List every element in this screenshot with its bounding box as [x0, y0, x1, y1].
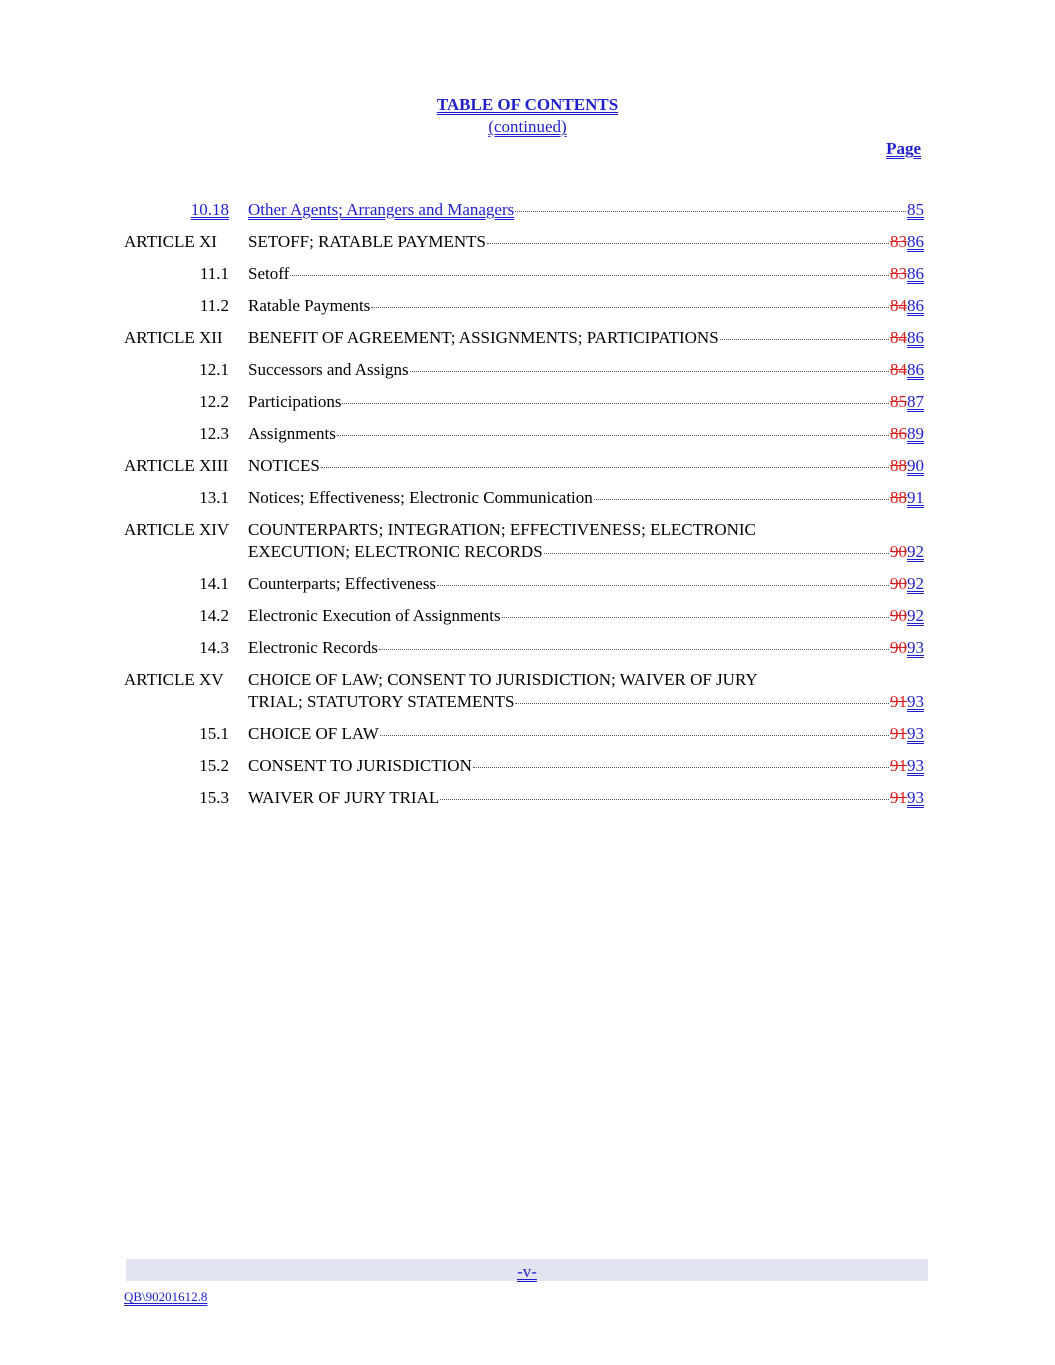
page-number-deleted: 90: [890, 638, 907, 657]
dot-leader: [594, 499, 889, 500]
toc-entry-number: 12.2: [199, 392, 229, 411]
toc-entry-number: 15.3: [199, 788, 229, 807]
page-number-deleted: 86: [890, 424, 907, 443]
toc-entry-page: [890, 327, 924, 349]
page-number-inserted: 93: [907, 692, 924, 711]
toc-entry-text: Other Agents; Arrangers and Managers: [248, 200, 515, 219]
toc-entry[interactable]: [0, 722, 1055, 746]
page-number-inserted: 86: [907, 328, 924, 347]
toc-entry-number: 14.1: [199, 574, 229, 593]
dot-leader: [544, 553, 889, 554]
dot-leader: [515, 211, 906, 212]
toc-entry-heading: [248, 669, 924, 713]
toc-entry-number: 14.3: [199, 638, 229, 657]
toc-entry[interactable]: [0, 326, 1055, 350]
toc-entry-text: COUNTERPARTS; INTEGRATION; EFFECTIVENESS; ELECTRONIC: [248, 520, 756, 539]
toc-entry-page: [890, 423, 924, 445]
toc-entry-heading: [248, 455, 924, 477]
toc-entry-number: ARTICLE XV: [124, 670, 224, 689]
toc-entry-page: [890, 787, 924, 809]
toc-entry[interactable]: [0, 390, 1055, 414]
page-number-deleted: 90: [890, 574, 907, 593]
page-number-inserted: 92: [907, 574, 924, 593]
page-number-deleted: 84: [890, 360, 907, 379]
toc-entry-heading: [248, 231, 924, 253]
page-number-inserted: 92: [907, 606, 924, 625]
toc-entry-page: [890, 541, 924, 563]
toc-entry[interactable]: [0, 572, 1055, 596]
toc-entry[interactable]: [0, 636, 1055, 660]
toc-entry-heading: [248, 573, 924, 595]
toc-entry-text: Electronic Records: [248, 638, 378, 657]
toc-entry-heading: [248, 263, 924, 285]
toc-entry-number: 13.1: [199, 488, 229, 507]
toc-entry-number: 15.2: [199, 756, 229, 775]
toc-entry-heading: [248, 755, 924, 777]
toc-entry[interactable]: [0, 198, 1055, 222]
toc-entry[interactable]: [0, 294, 1055, 318]
page-number-inserted: 92: [907, 542, 924, 561]
dot-leader: [440, 799, 889, 800]
toc-entry-page: [890, 573, 924, 595]
page-number-inserted: 91: [907, 488, 924, 507]
toc-title: TABLE OF CONTENTS: [436, 95, 619, 114]
toc-entry-page: [890, 487, 924, 509]
toc-entry-text: BENEFIT OF AGREEMENT; ASSIGNMENTS; PARTICIPATIONS: [248, 328, 719, 347]
toc-entry[interactable]: [0, 754, 1055, 778]
document-id: QB\90201612.8: [124, 1289, 208, 1304]
toc-entry-heading: [248, 359, 924, 381]
dot-leader: [502, 617, 889, 618]
toc-entry-number: 12.3: [199, 424, 229, 443]
dot-leader: [380, 735, 889, 736]
toc-subtitle: [0, 117, 1055, 137]
page-number-inserted: 93: [907, 724, 924, 743]
toc-entry-heading: [248, 391, 924, 413]
toc-entry-text: WAIVER OF JURY TRIAL: [248, 788, 440, 807]
page-number-inserted: 93: [907, 788, 924, 807]
toc-entry-heading: [248, 327, 924, 349]
page-number-inserted: 90: [907, 456, 924, 475]
page-number-deleted: 91: [890, 756, 907, 775]
toc-entry-text: Setoff: [248, 264, 290, 283]
toc-entry-heading: [248, 723, 924, 745]
page-number-deleted: 90: [890, 606, 907, 625]
page-number-deleted: 85: [890, 392, 907, 411]
toc-entry-page: [890, 637, 924, 659]
toc-entry-heading: [248, 519, 924, 563]
toc-entry-page: [890, 359, 924, 381]
toc-entry-number: ARTICLE XII: [124, 328, 223, 347]
toc-entry-heading: [248, 605, 924, 627]
page-number-inserted: 93: [907, 638, 924, 657]
toc-entry-number: 11.1: [199, 264, 229, 283]
toc-entry[interactable]: [0, 604, 1055, 628]
dot-leader: [337, 435, 889, 436]
toc-entry-heading: [248, 295, 924, 317]
toc-entry-text: Successors and Assigns: [248, 360, 409, 379]
page-number-inserted: 85: [907, 200, 924, 219]
toc-entry-number: 10.18: [190, 200, 229, 219]
toc-entry-text: CONSENT TO JURISDICTION: [248, 756, 472, 775]
toc-entry-heading: [248, 637, 924, 659]
toc-entry-text: TRIAL; STATUTORY STATEMENTS: [248, 692, 515, 711]
page-number-deleted: 88: [890, 456, 907, 475]
page-number-deleted: 91: [890, 724, 907, 743]
toc-entry-page: [890, 295, 924, 317]
page-number-deleted: 84: [890, 328, 907, 347]
toc-entry-page: [890, 263, 924, 285]
toc-entry-text: Participations: [248, 392, 342, 411]
toc-entry[interactable]: [0, 262, 1055, 286]
dot-leader: [290, 275, 889, 276]
toc-entry-page: [890, 755, 924, 777]
toc-entry[interactable]: [0, 422, 1055, 446]
toc-entry-text: EXECUTION; ELECTRONIC RECORDS: [248, 542, 543, 561]
toc-entry-page: [890, 605, 924, 627]
page-number-deleted: 88: [890, 488, 907, 507]
toc-entry-page: [890, 691, 924, 713]
toc-entry[interactable]: [0, 486, 1055, 510]
toc-entry-page: [890, 723, 924, 745]
dot-leader: [371, 307, 889, 308]
toc-entry-number: 11.2: [199, 296, 229, 315]
toc-entry-number: ARTICLE XIII: [124, 456, 229, 475]
toc-entry-text: CHOICE OF LAW: [248, 724, 379, 743]
page-number-inserted: 89: [907, 424, 924, 443]
toc-entry-text: NOTICES: [248, 456, 320, 475]
dot-leader: [342, 403, 889, 404]
toc-entry-heading: [248, 487, 924, 509]
toc-entry[interactable]: [0, 518, 1055, 564]
dot-leader: [437, 585, 889, 586]
page-number-deleted: 91: [890, 788, 907, 807]
toc-entry-text: Assignments: [248, 424, 336, 443]
dot-leader: [473, 767, 889, 768]
toc-entry-heading: [248, 199, 924, 221]
page-column-label: Page: [886, 139, 921, 158]
page-number-deleted: 84: [890, 296, 907, 315]
page-number-inserted: 86: [907, 264, 924, 283]
page-number-inserted: 86: [907, 296, 924, 315]
toc-entry[interactable]: [0, 668, 1055, 714]
toc-entry-text: Ratable Payments: [248, 296, 371, 315]
dot-leader: [515, 703, 889, 704]
dot-leader: [410, 371, 889, 372]
toc-entry-number: ARTICLE XIV: [124, 520, 230, 539]
toc-entry[interactable]: [0, 358, 1055, 382]
toc-entry-number: 12.1: [199, 360, 229, 379]
toc-entry-text: Electronic Execution of Assignments: [248, 606, 501, 625]
toc-entry[interactable]: [0, 230, 1055, 254]
dot-leader: [487, 243, 889, 244]
dot-leader: [379, 649, 889, 650]
page-number-deleted: 83: [890, 264, 907, 283]
toc-entry-heading: [248, 787, 924, 809]
toc-subtitle-text: (continued): [488, 117, 567, 136]
dot-leader: [321, 467, 889, 468]
toc-entry[interactable]: [0, 454, 1055, 478]
toc-entry-text: SETOFF; RATABLE PAYMENTS: [248, 232, 486, 251]
toc-entry-number: ARTICLE XI: [124, 232, 217, 251]
dot-leader: [720, 339, 889, 340]
toc-entry-page: [890, 455, 924, 477]
page-number-deleted: 90: [890, 542, 907, 561]
page-number-inserted: 93: [907, 756, 924, 775]
toc-entry-text: Notices; Effectiveness; Electronic Communication: [248, 488, 593, 507]
toc-entry-page: [907, 199, 924, 221]
toc-entry-heading: [248, 423, 924, 445]
page-number-deleted: 91: [890, 692, 907, 711]
footer-band: [126, 1259, 928, 1281]
toc-entry-number: 14.2: [199, 606, 229, 625]
toc-entry-page: [890, 231, 924, 253]
page-number-inserted: 86: [907, 232, 924, 251]
page-number-inserted: 86: [907, 360, 924, 379]
toc-entry-page: [890, 391, 924, 413]
toc-entry-number: 15.1: [199, 724, 229, 743]
toc-entry-text: CHOICE OF LAW; CONSENT TO JURISDICTION; WAIVER OF JURY: [248, 670, 758, 689]
page-number-inserted: 87: [907, 392, 924, 411]
toc-entry[interactable]: [0, 786, 1055, 810]
toc-entry-text: Counterparts; Effectiveness: [248, 574, 437, 593]
page-number-deleted: 83: [890, 232, 907, 251]
footer-page-number: -v-: [517, 1262, 537, 1281]
